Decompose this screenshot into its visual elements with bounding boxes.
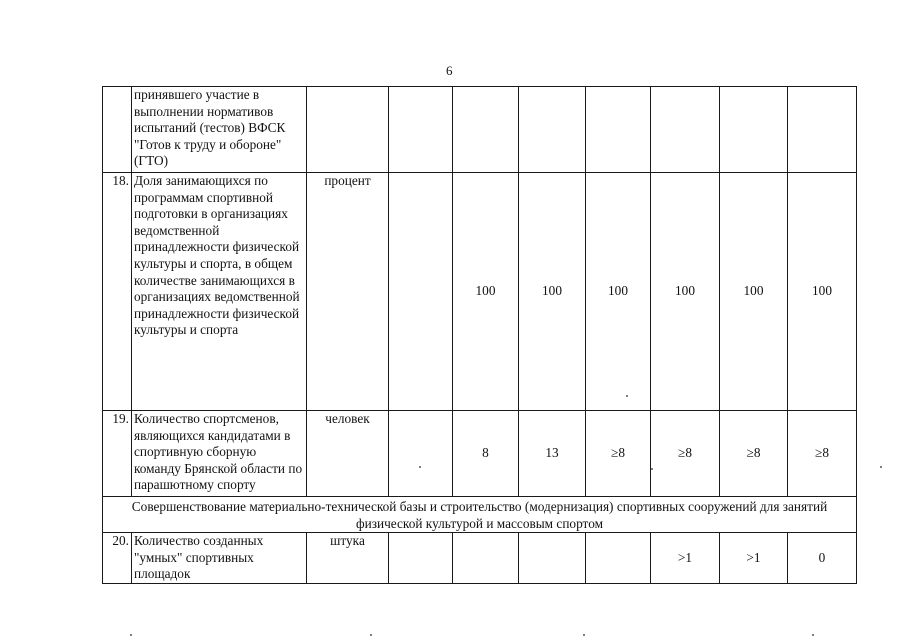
value-cell: ≥8 [586,411,651,497]
value-cell [586,533,651,584]
row-unit: штука [307,533,389,584]
row-description: принявшего участие в выполнении нормативов испытаний (тестов) ВФСК "Готов к труду и обороне" (ГТО) [132,87,307,173]
value-cell: 100 [586,173,651,411]
value-cell: 13 [519,411,586,497]
row-description: Доля занимающихся по программам спортивной подготовки в организациях ведомственной принадлежности физической культуры и спорта, в общем количестве занимающихся в организациях ведомственной принадлежности физической культуры и спорта [132,173,307,411]
value-cell [453,533,519,584]
scan-speck [419,466,421,468]
scan-speck [370,634,372,636]
row-number: 19. [103,411,132,497]
row-description: Количество созданных "умных" спортивных площадок [132,533,307,584]
scan-speck [812,634,814,636]
value-cell [389,533,453,584]
table-row-18 [103,173,857,411]
value-cell: 100 [720,173,788,411]
row-unit: человек [307,411,389,497]
value-cell: 100 [519,173,586,411]
value-cell: ≥8 [651,411,720,497]
value-cell [389,173,453,411]
value-cell: 100 [453,173,519,411]
row-number-cell [103,87,132,173]
value-cell [519,533,586,584]
value-cell: ≥8 [788,411,857,497]
indicators-table [102,86,857,584]
section-header-row [103,497,857,533]
page-number: 6 [446,63,453,78]
scan-speck [880,466,882,468]
value-cell: 0 [788,533,857,584]
value-cell: >1 [651,533,720,584]
value-cell [389,411,453,497]
row-number: 20. [103,533,132,584]
scan-speck [651,468,653,470]
table-row-continuation [103,87,857,173]
scan-speck [626,395,628,397]
value-cell: 100 [788,173,857,411]
row-number: 18. [103,173,132,411]
scan-speck [130,634,132,636]
value-cell: >1 [720,533,788,584]
scan-speck [583,634,585,636]
table-row-19 [103,411,857,497]
table-row-20 [103,533,857,584]
row-description: Количество спортсменов, являющихся кандидатами в спортивную сборную команду Брянской области по парашютному спорту [132,411,307,497]
row-unit: процент [307,173,389,411]
row-unit [307,87,389,173]
value-cell: 8 [453,411,519,497]
value-cell: ≥8 [720,411,788,497]
value-cell: 100 [651,173,720,411]
section-title: Совершенствование материально-технической базы и строительство (модернизация) спортивных сооружений для занятий физической культурой и массовым спортом [103,497,857,533]
